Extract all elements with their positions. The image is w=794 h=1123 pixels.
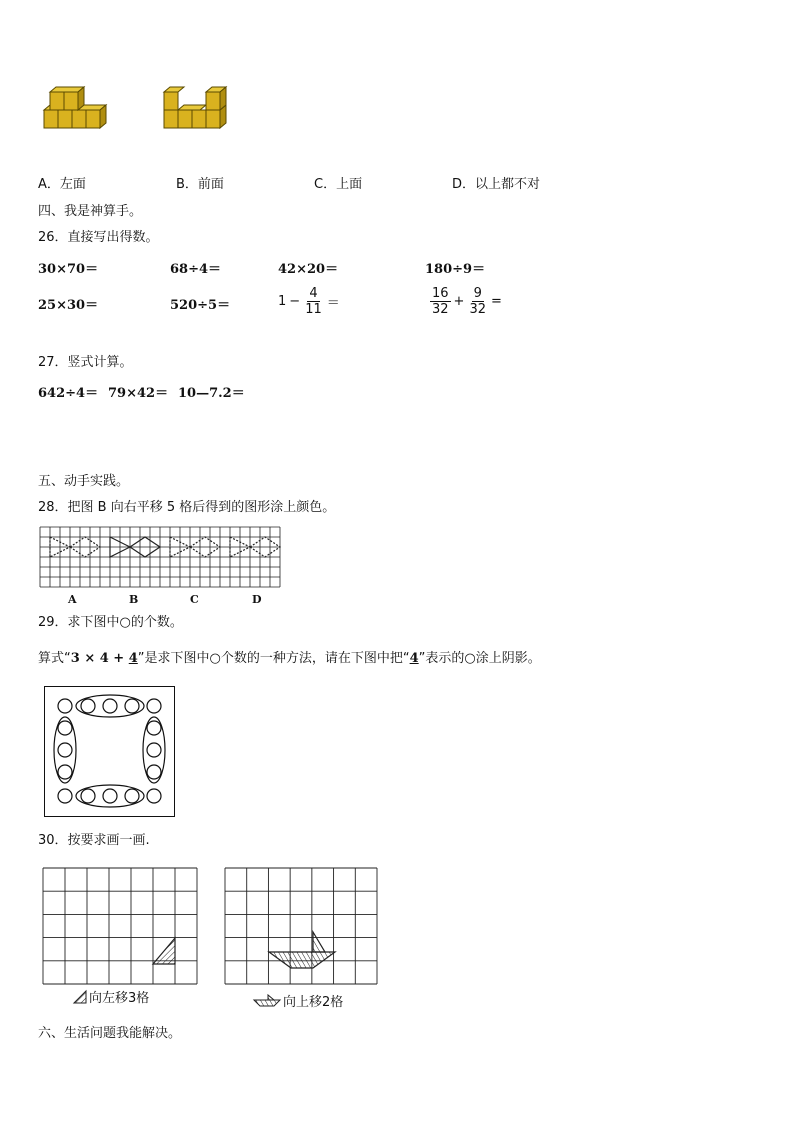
q26-title: 26．直接写出得数。 (38, 230, 159, 245)
hatched-boat-icon (252, 994, 282, 1008)
q30-title: 30．按要求画一画. (38, 833, 150, 848)
q26-item: 520÷5＝ (170, 298, 231, 313)
q28-label-d: D (252, 593, 262, 606)
q26-item: 180÷9＝ (425, 262, 486, 277)
q26-item: 30×70＝ (38, 262, 99, 277)
q27-title: 27．竖式计算。 (38, 355, 133, 370)
option-d: D．以上都不对 (452, 177, 541, 192)
q26-fraction-expr-2: $\frac{16}{32}$ + $\frac{9}{32}$ = (432, 286, 502, 317)
q27-item: 642÷4＝ (38, 386, 99, 401)
section-5-title: 五、动手实践。 (38, 474, 130, 489)
q26-item: 25×30＝ (38, 298, 99, 313)
q26-item: 42×20＝ (278, 262, 339, 277)
cube-figure-left (40, 84, 104, 132)
q26-fraction-expr-1: 1 − $\frac{4}{11}$ ＝ (278, 286, 340, 317)
section-6-title: 六、生活问题我能解决。 (38, 1026, 182, 1041)
q30-grid-left (43, 868, 199, 986)
q28-title: 28．把图 B 向右平移 5 格后得到的图形涂上颜色。 (38, 500, 336, 515)
q27-item: 10—7.2＝ (178, 386, 245, 401)
q30-caption-right: 向上移2格 (283, 995, 344, 1010)
option-a: A．左面 (38, 177, 86, 192)
section-4-title: 四、我是神算手。 (38, 204, 143, 219)
q30-caption-left: 向左移3格 (89, 991, 150, 1006)
q28-label-c: C (190, 593, 199, 606)
q29-title: 29．求下图中○的个数。 (38, 615, 183, 630)
q29-circle-figure (44, 686, 176, 818)
q28-grid-figure (40, 527, 282, 589)
q29-formula: 算式“3 × 4 + 4”是求下图中○个数的一种方法，请在下图中把“4”表示的○涂上阴影。 (38, 651, 541, 666)
q28-label-b: B (129, 593, 139, 606)
q26-item: 68÷4＝ (170, 262, 222, 277)
option-b: B．前面 (176, 177, 224, 192)
q30-grid-right (225, 868, 379, 986)
cube-figure-right (160, 84, 230, 132)
hatched-triangle-icon (72, 989, 88, 1005)
q27-item: 79×42＝ (108, 386, 169, 401)
option-c: C．上面 (314, 177, 363, 192)
q28-label-a: A (68, 593, 77, 606)
